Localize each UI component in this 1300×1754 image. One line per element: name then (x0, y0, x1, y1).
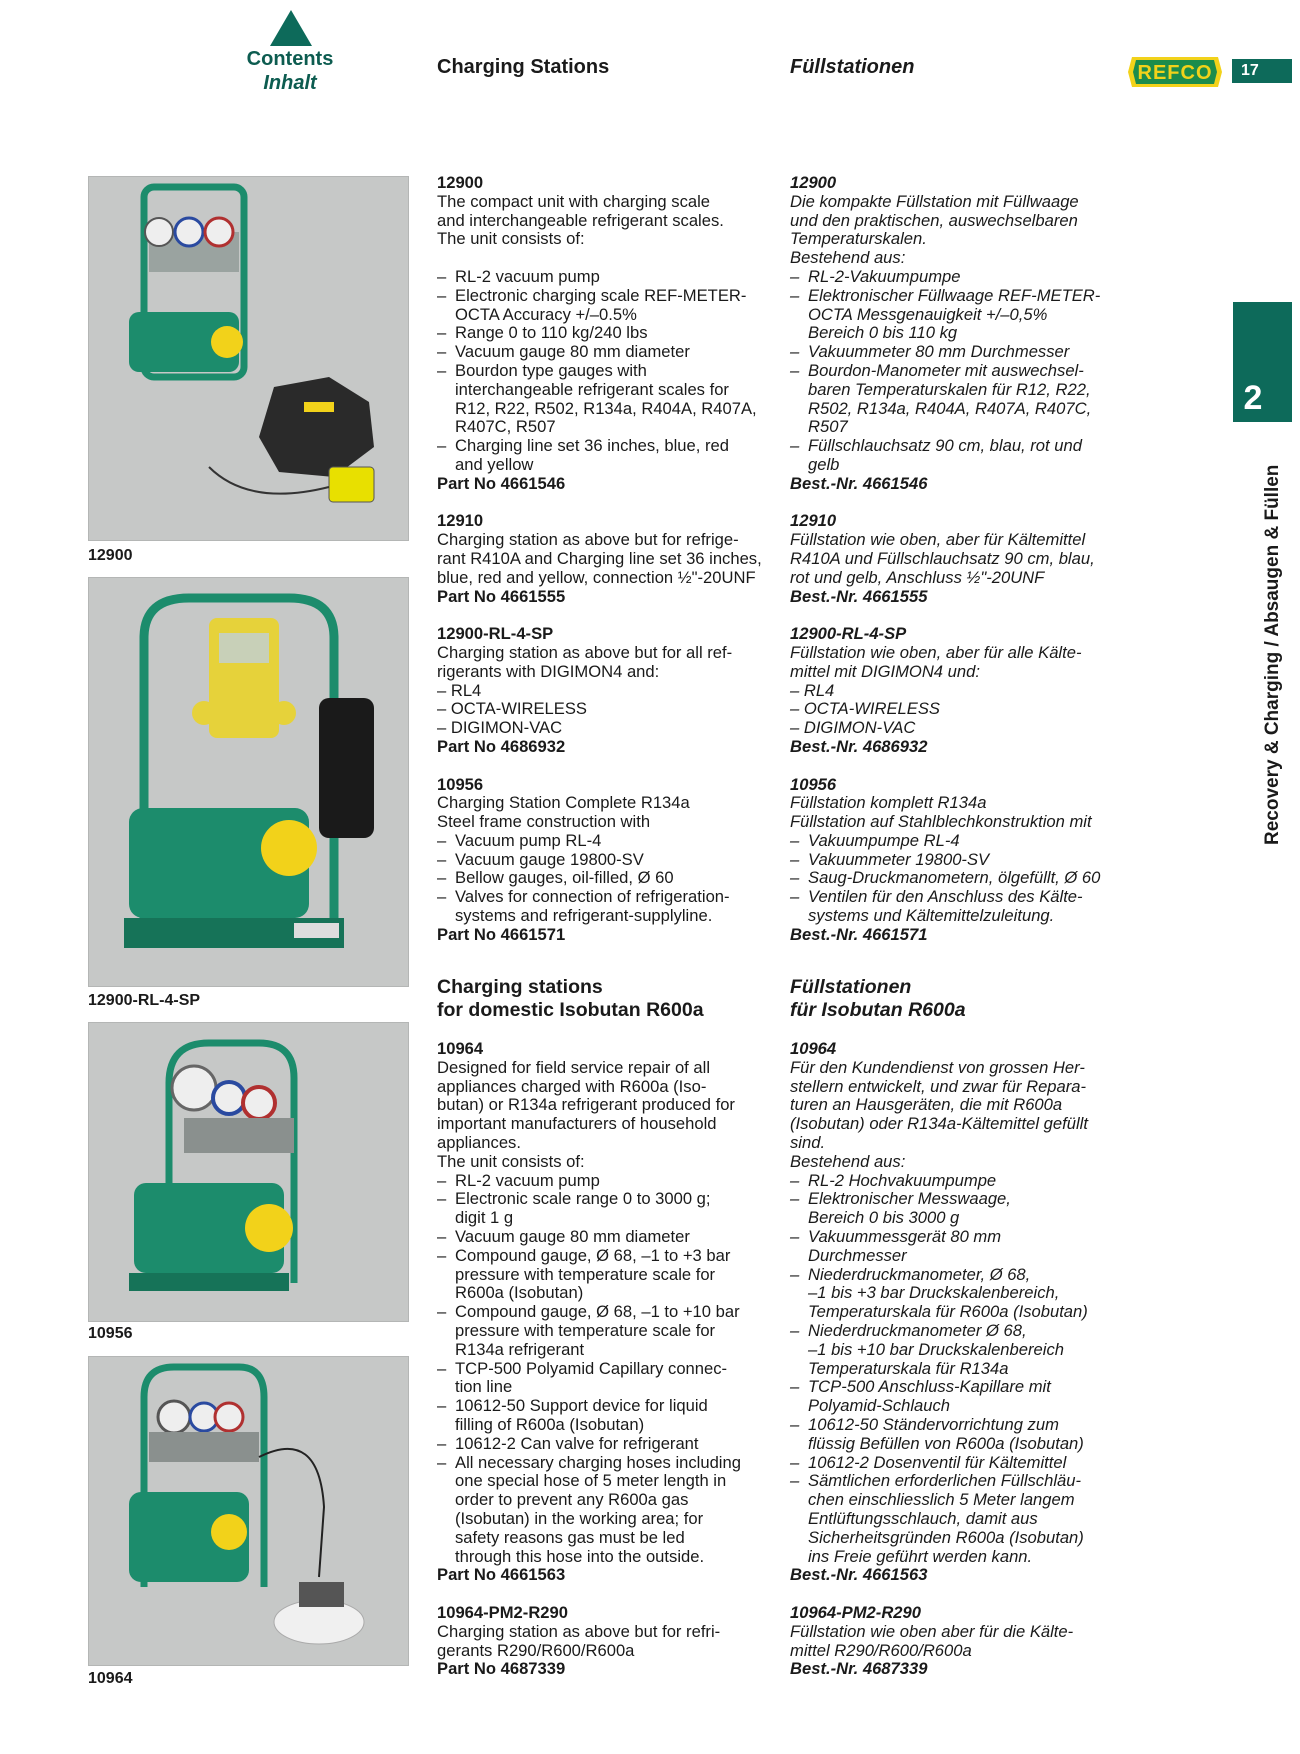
list-item-text: pressure with temperature scale for (455, 1320, 716, 1340)
part-number: Best.-Nr. 4661563 (790, 1565, 928, 1585)
description-line: und den praktischen, auswechselbaren (790, 210, 1078, 230)
list-item-text: order to prevent any R600a gas (455, 1490, 689, 1510)
list-item: – Vakuummessgerät 80 mm Durchmesser (790, 1226, 1002, 1265)
description-line: Charging station as above but for refrige- (437, 530, 739, 550)
description-line: Charging Station Complete R134a (437, 793, 690, 813)
list-item: – RL-2 vacuum pump (437, 266, 600, 286)
list-item-text: gelb (808, 454, 840, 474)
list-item-text: Range 0 to 110 kg/240 lbs (455, 323, 648, 343)
list-item: – All necessary charging hoses including one special hose of 5 meter length in order to prevent any R600a gas (Isobutan) in the working area; for safety reasons gas must be led through this hose into the outside. (437, 1452, 741, 1566)
product-code: 12900-RL-4-SP (790, 624, 907, 644)
list-item-text: Niederdruckmanometer Ø 68, (808, 1320, 1027, 1340)
list-item: – RL-2 vacuum pump (437, 1170, 600, 1190)
description-line: appliances. (437, 1132, 521, 1152)
list-item: – Niederdruckmanometer, Ø 68, –1 bis +3 bar Druckskalenbereich, Temperaturskala für R600a (Isobutan) (790, 1264, 1088, 1322)
list-item: – Ventilen für den Anschluss des Kälte- systems und Kältemittelzuleitung. (790, 887, 1083, 926)
list-item-text: OCTA Messgenauigkeit +/–0,5% (808, 304, 1048, 324)
part-number: Part No 4661555 (437, 586, 566, 606)
list-item-text: Valves for connection of refrigeration- (455, 887, 730, 907)
list-item-text: RL-2 vacuum pump (455, 1170, 600, 1190)
list-item-text: Sämtlichen erforderlichen Füllschläu- (808, 1471, 1081, 1491)
list-item-text: Vacuum pump RL-4 (455, 830, 602, 850)
list-item: – Bourdon type gauges with interchangeable refrigerant scales for R12, R22, R502, R134a, R404A, R407A, R407C, R507 (437, 360, 757, 437)
list-item: – Sämtlichen erforderlichen Füllschläu- chen einschliesslich 5 Meter langem Entlüftungsschlauch, damit aus Sicherheitsgründen R600a (Isobutan) ins Freie geführt werden kann. (790, 1471, 1084, 1566)
list-item-text: digit 1 g (455, 1208, 514, 1228)
description-line: sind. (790, 1132, 826, 1152)
inhalt-link[interactable]: Inhalt (263, 72, 317, 94)
list-item-text: Elektronischer Messwaage, (808, 1189, 1011, 1209)
description-line: appliances charged with R600a (Iso- (437, 1076, 707, 1096)
description-line: The unit consists of: (437, 1151, 585, 1171)
list-item: – Vacuum gauge 80 mm diameter (437, 342, 690, 362)
description-line: important manufacturers of household (437, 1114, 717, 1134)
list-item-text: 10612-2 Can valve for refrigerant (455, 1433, 699, 1453)
list-item-text: and yellow (455, 454, 534, 474)
caption-12900-rl-4-sp: 12900-RL-4-SP (88, 992, 201, 1009)
list-item-text: filling of R600a (Isobutan) (455, 1414, 645, 1434)
list-item-text: OCTA Accuracy +/–0.5% (455, 304, 637, 324)
part-number: Best.-Nr. 4661546 (790, 473, 928, 493)
list-item-text: R407C, R507 (455, 417, 556, 437)
list-item-text: 10612-2 Dosenventil für Kältemittel (808, 1452, 1067, 1472)
list-item-text: 10612-50 Ständervorrichtung zum (808, 1414, 1059, 1434)
list-item: – Charging line set 36 inches, blue, red and yellow (437, 436, 729, 474)
list-item-text: R502, R134a, R404A, R407A, R407C, (808, 398, 1092, 418)
list-item-text: R507 (808, 417, 848, 437)
description-line: – RL4 (437, 680, 482, 700)
part-number: Part No 4661563 (437, 1565, 566, 1585)
list-item-text: Vacuum gauge 19800-SV (455, 849, 644, 869)
description-line: Für den Kundendienst von grossen Her- (790, 1057, 1085, 1077)
list-item-text: All necessary charging hoses including (455, 1452, 741, 1472)
description-line: Charging station as above but for refri- (437, 1621, 721, 1641)
column-english (437, 174, 777, 945)
contents-link[interactable]: Contents (246, 48, 334, 70)
list-item: – 10612-50 Support device for liquid filling of R600a (Isobutan) (437, 1396, 708, 1434)
list-item: – Compound gauge, Ø 68, –1 to +3 bar pressure with temperature scale for R600a (Isobutan) (437, 1245, 731, 1303)
list-item-text: Vakuummessgerät 80 mm (808, 1226, 1002, 1246)
part-number: Part No 4686932 (437, 736, 566, 756)
section-heading-line: for domestic Isobutan R600a (437, 998, 704, 1021)
list-item-text: RL-2 Hochvakuumpumpe (808, 1170, 997, 1190)
description-line: Designed for field service repair of all (437, 1057, 711, 1077)
list-item-text: Durchmesser (808, 1245, 907, 1265)
description-line: butan) or R134a refrigerant produced for (437, 1095, 735, 1115)
list-item: – Vacuum pump RL-4 (437, 830, 602, 850)
list-item-text: Bourdon-Manometer mit auswechsel- (808, 360, 1084, 380)
description-line: Steel frame construction with (437, 812, 651, 832)
list-item-text: Bereich 0 bis 3000 g (808, 1208, 960, 1228)
description-line: and interchangeable refrigerant scales. (437, 210, 724, 230)
list-item: – 10612-2 Can valve for refrigerant (437, 1433, 699, 1453)
description-line: – RL4 (790, 680, 835, 700)
caption-10964: 10964 (88, 1670, 133, 1687)
list-item-text: one special hose of 5 meter length in (455, 1471, 727, 1491)
list-item-text: Compound gauge, Ø 68, –1 to +3 bar (455, 1245, 731, 1265)
list-item-text: Vakuumpumpe RL-4 (808, 830, 960, 850)
list-item-text: Polyamid-Schlauch (808, 1396, 951, 1416)
column-english-r600a (437, 1040, 777, 1679)
list-item-text: tion line (455, 1377, 513, 1397)
section-heading-line: Füllstationen (790, 976, 912, 998)
description-line: – OCTA-WIRELESS (437, 699, 587, 719)
list-item-text: Saug-Druckmanometern, ölgefüllt, Ø 60 (808, 868, 1101, 888)
list-item-text: ins Freie geführt werden kann. (808, 1546, 1033, 1566)
description-line: Bestehend aus: (790, 248, 906, 268)
list-item-text: Sicherheitsgründen R600a (Isobutan) (808, 1527, 1084, 1547)
part-number: Part No 4661571 (437, 924, 566, 944)
list-item-text: Electronic scale range 0 to 3000 g; (455, 1189, 711, 1209)
caption-10956: 10956 (88, 1325, 133, 1342)
section-heading-line: Charging stations (437, 976, 603, 998)
product-code: 10964-PM2-R290 (790, 1602, 921, 1622)
list-item-text: Ventilen für den Anschluss des Kälte- (808, 887, 1083, 907)
product-code: 10956 (790, 774, 837, 794)
refco-logo (1128, 57, 1222, 87)
list-item: – Vakuummeter 80 mm Durchmesser (790, 342, 1070, 362)
product-code: 12900 (790, 173, 837, 192)
caption-12900: 12900 (88, 547, 133, 564)
list-item: – Elektronischer Messwaage, Bereich 0 bis 3000 g (790, 1189, 1011, 1228)
part-number: Best.-Nr. 4661555 (790, 586, 928, 606)
description-line: The compact unit with charging scale (437, 191, 711, 211)
part-number: Part No 4687339 (437, 1659, 566, 1679)
list-item-text: RL-2-Vakuumpumpe (808, 266, 961, 286)
list-item: – 10612-50 Ständervorrichtung zum flüssig Befüllen von R600a (Isobutan) (790, 1414, 1084, 1453)
chapter-number: 2 (1243, 379, 1263, 417)
list-item-text: Bourdon type gauges with (455, 360, 647, 380)
page-number-badge: 17 (1232, 59, 1292, 83)
list-item-text: Temperaturskala für R134a (808, 1358, 1009, 1378)
column-german (790, 174, 1130, 945)
description-line: – DIGIMON-VAC (790, 718, 916, 738)
list-item: – Vacuum gauge 19800-SV (437, 849, 644, 869)
description-line: stellern entwickelt, und zwar für Repara- (790, 1076, 1087, 1096)
page-title-en: Charging Stations (437, 56, 610, 78)
list-item: – Niederdruckmanometer Ø 68, –1 bis +10 bar Druckskalenbereich Temperaturskala für R134a (790, 1320, 1064, 1378)
description-line: – OCTA-WIRELESS (790, 699, 940, 719)
list-item: – TCP-500 Polyamid Capillary connec- tion line (437, 1358, 728, 1397)
description-line: R410A und Füllschlauchsatz 90 cm, blau, (790, 548, 1095, 568)
description-line: (Isobutan) oder R134a-Kältemittel gefüllt (790, 1114, 1088, 1134)
description-line: blue, red and yellow, connection ½"-20UNF (437, 567, 756, 587)
product-code: 12910 (437, 511, 484, 531)
list-item-text: pressure with temperature scale for (455, 1264, 716, 1284)
part-number: Part No 4661546 (437, 473, 566, 493)
list-item: – Compound gauge, Ø 68, –1 to +10 bar pressure with temperature scale for R134a refrigerant (437, 1302, 740, 1359)
section-heading-de (790, 976, 1130, 1021)
description-line: Die kompakte Füllstation mit Füllwaage (790, 191, 1079, 211)
list-item-text: through this hose into the outside. (455, 1546, 705, 1566)
list-item-text: Entlüftungsschlauch, damit aus (808, 1508, 1038, 1528)
list-item-text: systems und Kältemittelzuleitung. (808, 906, 1055, 926)
description-line: mittel mit DIGIMON4 und: (790, 661, 980, 681)
list-item: – Vakuummeter 19800-SV (790, 849, 990, 869)
list-item-text: RL-2 vacuum pump (455, 266, 600, 286)
description-line: Temperaturskalen. (790, 229, 927, 249)
product-code: 10956 (437, 774, 484, 794)
list-item: – Range 0 to 110 kg/240 lbs (437, 323, 648, 343)
list-item: – Saug-Druckmanometern, ölgefüllt, Ø 60 (790, 868, 1101, 888)
list-item: – RL-2 Hochvakuumpumpe (790, 1170, 997, 1190)
product-code: 10964 (790, 1039, 837, 1058)
list-item: – Elektronischer Füllwaage REF-METER- OCTA Messgenauigkeit +/–0,5% Bereich 0 bis 110 kg (790, 285, 1101, 343)
contents-up-arrow-icon[interactable] (270, 10, 312, 46)
list-item: – Vacuum gauge 80 mm diameter (437, 1226, 690, 1246)
description-line: rant R410A and Charging line set 36 inches, (437, 548, 762, 568)
list-item-text: systems and refrigerant-supplyline. (455, 906, 713, 926)
list-item-text: R600a (Isobutan) (455, 1283, 584, 1303)
list-item-text: Bereich 0 bis 110 kg (808, 323, 958, 343)
description-line: Füllstation auf Stahlblechkonstruktion mit (790, 812, 1092, 832)
list-item-text: –1 bis +10 bar Druckskalenbereich (808, 1339, 1064, 1359)
product-code: 10964 (437, 1039, 484, 1058)
list-item-text: Electronic charging scale REF-METER- (455, 285, 747, 305)
description-line: The unit consists of: (437, 229, 585, 249)
list-item-text: R12, R22, R502, R134a, R404A, R407A, (455, 398, 757, 418)
list-item-text: Bellow gauges, oil-filled, Ø 60 (455, 868, 674, 888)
list-item-text: Vacuum gauge 80 mm diameter (455, 1226, 690, 1246)
list-item-text: Elektronischer Füllwaage REF-METER- (808, 285, 1101, 305)
list-item-text: Füllschlauchsatz 90 cm, blau, rot und (808, 436, 1082, 456)
part-number: Best.-Nr. 4686932 (790, 736, 928, 756)
list-item: – TCP-500 Anschluss-Kapillare mit Polyamid-Schlauch (790, 1377, 1051, 1416)
description-line: – DIGIMON-VAC (437, 718, 563, 738)
list-item-text: Vacuum gauge 80 mm diameter (455, 342, 690, 362)
description-line: Füllstation komplett R134a (790, 793, 987, 813)
product-code: 12900-RL-4-SP (437, 624, 554, 644)
list-item-text: R134a refrigerant (455, 1339, 585, 1359)
list-item-text: Vakuummeter 19800-SV (808, 849, 990, 869)
list-item-text: TCP-500 Anschluss-Kapillare mit (808, 1377, 1051, 1397)
chapter-title-vertical: Recovery & Charging / Absaugen & Füllen (1262, 464, 1283, 845)
list-item: – 10612-2 Dosenventil für Kältemittel (790, 1452, 1067, 1472)
part-number: Best.-Nr. 4687339 (790, 1659, 928, 1679)
list-item: – Füllschlauchsatz 90 cm, blau, rot und gelb (790, 436, 1082, 474)
description-line: Bestehend aus: (790, 1151, 906, 1171)
description-line: Charging station as above but for all ref- (437, 642, 733, 662)
list-item: – Valves for connection of refrigeration- systems and refrigerant-supplyline. (437, 887, 730, 926)
list-item: – RL-2-Vakuumpumpe (790, 266, 961, 286)
product-code: 10964-PM2-R290 (437, 1602, 568, 1622)
list-item-text: Compound gauge, Ø 68, –1 to +10 bar (455, 1302, 740, 1322)
list-item-text: –1 bis +3 bar Druckskalenbereich, (808, 1283, 1060, 1303)
product-photo-12900-rl-4-sp (88, 577, 409, 987)
description-line: rigerants with DIGIMON4 and: (437, 661, 660, 681)
product-code: 12910 (790, 511, 837, 531)
description-line: turen an Hausgeräten, die mit R600a (790, 1095, 1063, 1115)
product-photo-10956 (88, 1022, 409, 1322)
product-photo-12900 (88, 176, 409, 541)
list-item-text: baren Temperaturskalen für R12, R22, (808, 379, 1091, 399)
section-heading-en (437, 976, 777, 1021)
list-item: – Electronic charging scale REF-METER- OCTA Accuracy +/–0.5% (437, 285, 747, 324)
list-item-text: Charging line set 36 inches, blue, red (455, 436, 729, 456)
description-line: mittel R290/R600/R600a (790, 1640, 972, 1660)
list-item-text: interchangeable refrigerant scales for (455, 379, 729, 399)
list-item: – Bourdon-Manometer mit auswechsel- baren Temperaturskalen für R12, R22, R502, R134a, R404A, R407A, R407C, R507 (790, 360, 1092, 437)
description-line: gerants R290/R600/R600a (437, 1640, 635, 1660)
list-item-text: Vakuummeter 80 mm Durchmesser (808, 342, 1070, 362)
list-item-text: safety reasons gas must be led (455, 1527, 685, 1547)
description-line: rot und gelb, Anschluss ½"-20UNF (790, 567, 1045, 587)
page-title-de: Füllstationen (790, 56, 915, 78)
description-line: Füllstation wie oben, aber für alle Kälte- (790, 642, 1082, 662)
product-code: 12900 (437, 173, 484, 192)
description-line: Füllstation wie oben, aber für Kältemittel (790, 530, 1086, 550)
list-item: – Electronic scale range 0 to 3000 g; digit 1 g (437, 1189, 711, 1228)
section-heading-line: für Isobutan R600a (790, 998, 966, 1021)
column-german-r600a (790, 1040, 1130, 1679)
list-item-text: Temperaturskala für R600a (Isobutan) (808, 1302, 1088, 1322)
list-item: – Bellow gauges, oil-filled, Ø 60 (437, 868, 674, 888)
product-photo-10964 (88, 1356, 409, 1666)
list-item-text: TCP-500 Polyamid Capillary connec- (455, 1358, 728, 1378)
list-item-text: chen einschliesslich 5 Meter langem (808, 1490, 1075, 1510)
list-item-text: (Isobutan) in the working area; for (455, 1508, 704, 1528)
list-item-text: 10612-50 Support device for liquid (455, 1396, 708, 1416)
list-item-text: Niederdruckmanometer, Ø 68, (808, 1264, 1031, 1284)
description-line: Füllstation wie oben aber für die Kälte- (790, 1621, 1074, 1641)
svg-text:REFCO: REFCO (1137, 62, 1213, 84)
list-item-text: flüssig Befüllen von R600a (Isobutan) (808, 1433, 1084, 1453)
list-item: – Vakuumpumpe RL-4 (790, 830, 960, 850)
part-number: Best.-Nr. 4661571 (790, 924, 928, 944)
